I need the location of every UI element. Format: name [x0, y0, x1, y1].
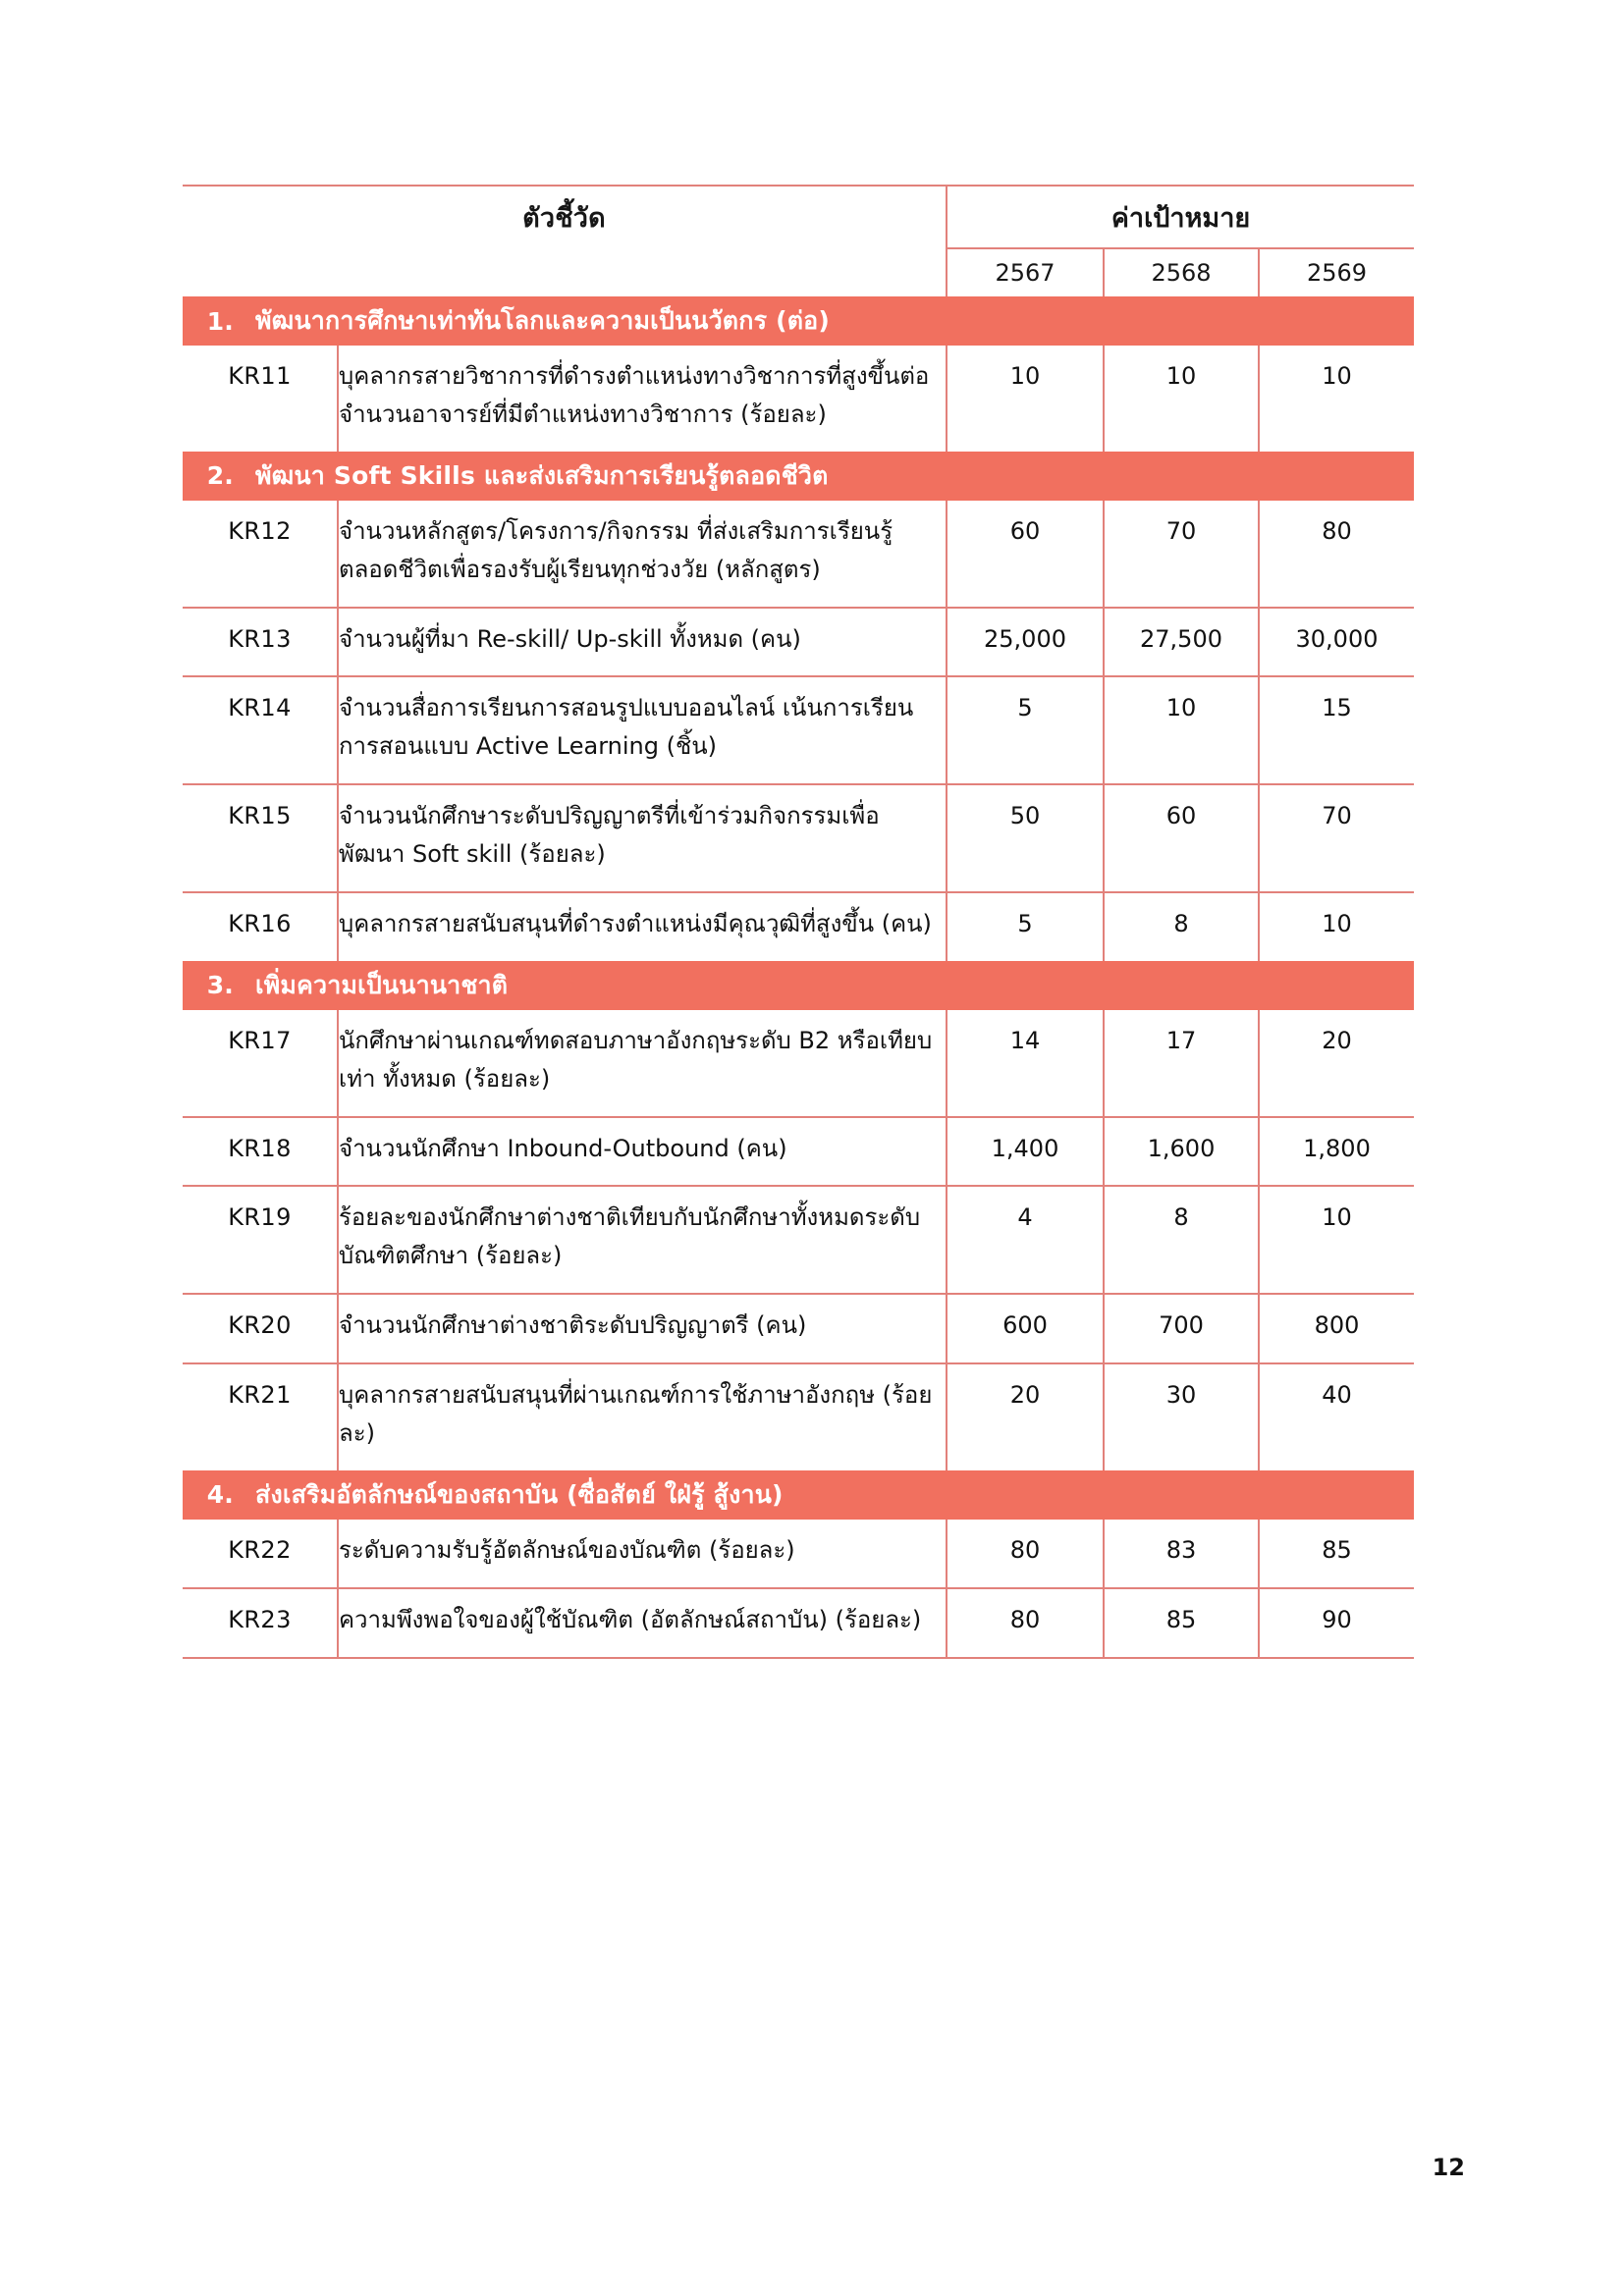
section-header-cell [183, 452, 1414, 501]
cell-indicator-description: จำนวนสื่อการเรียนการสอนรูปแบบออนไลน์ เน้นการเรียนการสอนแบบ Active Learning (ชิ้น) [338, 676, 947, 784]
cell-target-value: 27,500 [1104, 608, 1259, 677]
section-header-cell [183, 961, 1414, 1010]
cell-indicator-description: จำนวนนักศึกษาระดับปริญญาตรีที่เข้าร่วมกิจกรรมเพื่อพัฒนา Soft skill (ร้อยละ) [338, 784, 947, 892]
section-banner [183, 961, 1414, 1010]
section-header-row [183, 961, 1414, 1010]
cell-indicator-description: จำนวนผู้ที่มา Re-skill/ Up-skill ทั้งหมด (คน) [338, 608, 947, 677]
cell-kr-code: KR22 [228, 1535, 292, 1564]
table-row [183, 892, 1414, 961]
cell-target-value: 30 [1104, 1363, 1259, 1470]
table-row [183, 501, 1414, 608]
cell-target-value: 800 [1259, 1294, 1414, 1363]
kpi-table [183, 185, 1414, 1659]
cell-target-value: 83 [1104, 1520, 1259, 1588]
column-header-year: 2569 [1259, 248, 1414, 296]
section-title: พัฒนา Soft Skills และส่งเสริมการเรียนรู้ตลอดชีวิต [255, 460, 829, 490]
cell-indicator-description: บุคลากรสายวิชาการที่ดำรงตำแหน่งทางวิชาการที่สูงขึ้นต่อจำนวนอาจารย์ที่มีตำแหน่งทางวิชาการ (ร้อยละ) [338, 346, 947, 452]
cell-target-value: 10 [947, 346, 1104, 452]
table-row [183, 608, 1414, 677]
page-number: 12 [1432, 2154, 1465, 2181]
table-row [183, 1363, 1414, 1470]
table-row [183, 784, 1414, 892]
cell-target-value: 40 [1259, 1363, 1414, 1470]
section-title: ส่งเสริมอัตลักษณ์ของสถาบัน (ซื่อสัตย์ ใฝ่รู้ สู้งาน) [255, 1479, 784, 1509]
section-banner [183, 1470, 1414, 1520]
table-row [183, 1186, 1414, 1294]
cell-target-value: 80 [947, 1520, 1104, 1588]
column-header-target: ค่าเป้าหมาย [947, 186, 1414, 248]
cell-target-value: 80 [947, 1588, 1104, 1658]
cell-target-value: 600 [947, 1294, 1104, 1363]
section-number: 3. [206, 971, 234, 1000]
cell-kr-code: KR19 [183, 1186, 338, 1294]
table-header-row-primary [183, 186, 1414, 248]
cell-indicator-description: บุคลากรสายสนับสนุนที่ผ่านเกณฑ์การใช้ภาษาอังกฤษ (ร้อยละ) [338, 1363, 947, 1470]
cell-target-value: 10 [1259, 892, 1414, 961]
cell-target-value: 4 [947, 1186, 1104, 1294]
cell-target-value: 10 [1259, 346, 1414, 452]
cell-target-value: 70 [1259, 784, 1414, 892]
cell-target-value: 1,800 [1259, 1117, 1414, 1187]
cell-target-value: 30,000 [1259, 608, 1414, 677]
cell-target-value: 5 [947, 892, 1104, 961]
table-header-row-years [183, 248, 1414, 296]
table-row [183, 346, 1414, 452]
section-header-row [183, 296, 1414, 346]
table-bottom-rule [183, 1658, 1414, 1659]
cell-indicator-description: จำนวนหลักสูตร/โครงการ/กิจกรรม ที่ส่งเสริมการเรียนรู้ตลอดชีวิตเพื่อรองรับผู้เรียนทุกช่วงวัย (หลักสูตร) [338, 501, 947, 608]
cell-indicator-description: ร้อยละของนักศึกษาต่างชาติเทียบกับนักศึกษาทั้งหมดระดับบัณฑิตศึกษา (ร้อยละ) [338, 1186, 947, 1294]
cell-target-value: 10 [1104, 346, 1259, 452]
cell-kr-code: KR23 [183, 1588, 338, 1658]
cell-kr-code: KR16 [183, 892, 338, 961]
table-row [183, 1010, 1414, 1117]
cell-target-value: 20 [947, 1363, 1104, 1470]
section-header-row [183, 1470, 1414, 1520]
cell-target-value: 5 [947, 676, 1104, 784]
table-row [183, 1520, 1414, 1588]
table-row [183, 1294, 1414, 1363]
cell-target-value: 1,600 [1104, 1117, 1259, 1187]
cell-target-value: 700 [1104, 1294, 1259, 1363]
cell-target-value: 85 [1259, 1520, 1414, 1588]
cell-target-value: 60 [1104, 784, 1259, 892]
cell-target-value: 14 [947, 1010, 1104, 1117]
cell-kr-code: KR13 [183, 608, 338, 677]
cell-target-value: 8 [1104, 892, 1259, 961]
section-banner [183, 452, 1414, 501]
cell-indicator-description: จำนวนนักศึกษา Inbound-Outbound (คน) [338, 1117, 947, 1187]
cell-target-value: 80 [1259, 501, 1414, 608]
column-header-year: 2567 [947, 248, 1104, 296]
column-header-indicator: ตัวชี้วัด [183, 186, 947, 248]
section-header-cell [183, 1470, 1414, 1520]
kpi-table-container [183, 185, 1414, 1659]
cell-kr-code: KR17 [228, 1026, 292, 1054]
cell-kr-code: KR18 [183, 1117, 338, 1187]
section-number: 1. [206, 306, 234, 336]
cell-target-value: 10 [1259, 1186, 1414, 1294]
table-row [183, 676, 1414, 784]
cell-target-value: 70 [1104, 501, 1259, 608]
table-row [183, 1588, 1414, 1658]
cell-target-value: 15 [1259, 676, 1414, 784]
cell-target-value: 8 [1104, 1186, 1259, 1294]
cell-target-value: 90 [1259, 1588, 1414, 1658]
cell-target-value: 60 [947, 501, 1104, 608]
cell-indicator-description: บุคลากรสายสนับสนุนที่ดำรงตำแหน่งมีคุณวุฒิที่สูงขึ้น (คน) [338, 892, 947, 961]
cell-target-value: 10 [1104, 676, 1259, 784]
header-spacer-cell [183, 248, 947, 296]
column-header-year: 2568 [1104, 248, 1259, 296]
section-header-row [183, 452, 1414, 501]
section-number: 2. [206, 461, 234, 491]
cell-kr-code: KR20 [183, 1294, 338, 1363]
cell-indicator-description: ความพึงพอใจของผู้ใช้บัณฑิต (อัตลักษณ์สถาบัน) (ร้อยละ) [338, 1588, 947, 1658]
section-header-cell [183, 296, 1414, 346]
cell-kr-code: KR11 [228, 362, 292, 390]
cell-target-value: 17 [1104, 1010, 1259, 1117]
table-bottom-rule-cell [183, 1658, 1414, 1659]
cell-target-value: 20 [1259, 1010, 1414, 1117]
section-title: เพิ่มความเป็นนานาชาติ [255, 970, 509, 999]
cell-target-value: 85 [1104, 1588, 1259, 1658]
cell-target-value: 25,000 [947, 608, 1104, 677]
cell-indicator-description: ระดับความรับรู้อัตลักษณ์ของบัณฑิต (ร้อยละ) [338, 1520, 947, 1588]
cell-target-value: 1,400 [947, 1117, 1104, 1187]
cell-kr-code: KR14 [183, 676, 338, 784]
section-number: 4. [206, 1480, 234, 1510]
cell-indicator-description: จำนวนนักศึกษาต่างชาติระดับปริญญาตรี (คน) [338, 1294, 947, 1363]
cell-target-value: 50 [947, 784, 1104, 892]
cell-kr-code: KR12 [228, 516, 292, 545]
section-title: พัฒนาการศึกษาเท่าทันโลกและความเป็นนวัตกร (ต่อ) [255, 306, 831, 335]
section-banner [183, 296, 1414, 346]
table-row [183, 1117, 1414, 1187]
cell-kr-code: KR15 [183, 784, 338, 892]
cell-indicator-description: นักศึกษาผ่านเกณฑ์ทดสอบภาษาอังกฤษระดับ B2 หรือเทียบเท่า ทั้งหมด (ร้อยละ) [338, 1010, 947, 1117]
cell-kr-code: KR21 [183, 1363, 338, 1470]
